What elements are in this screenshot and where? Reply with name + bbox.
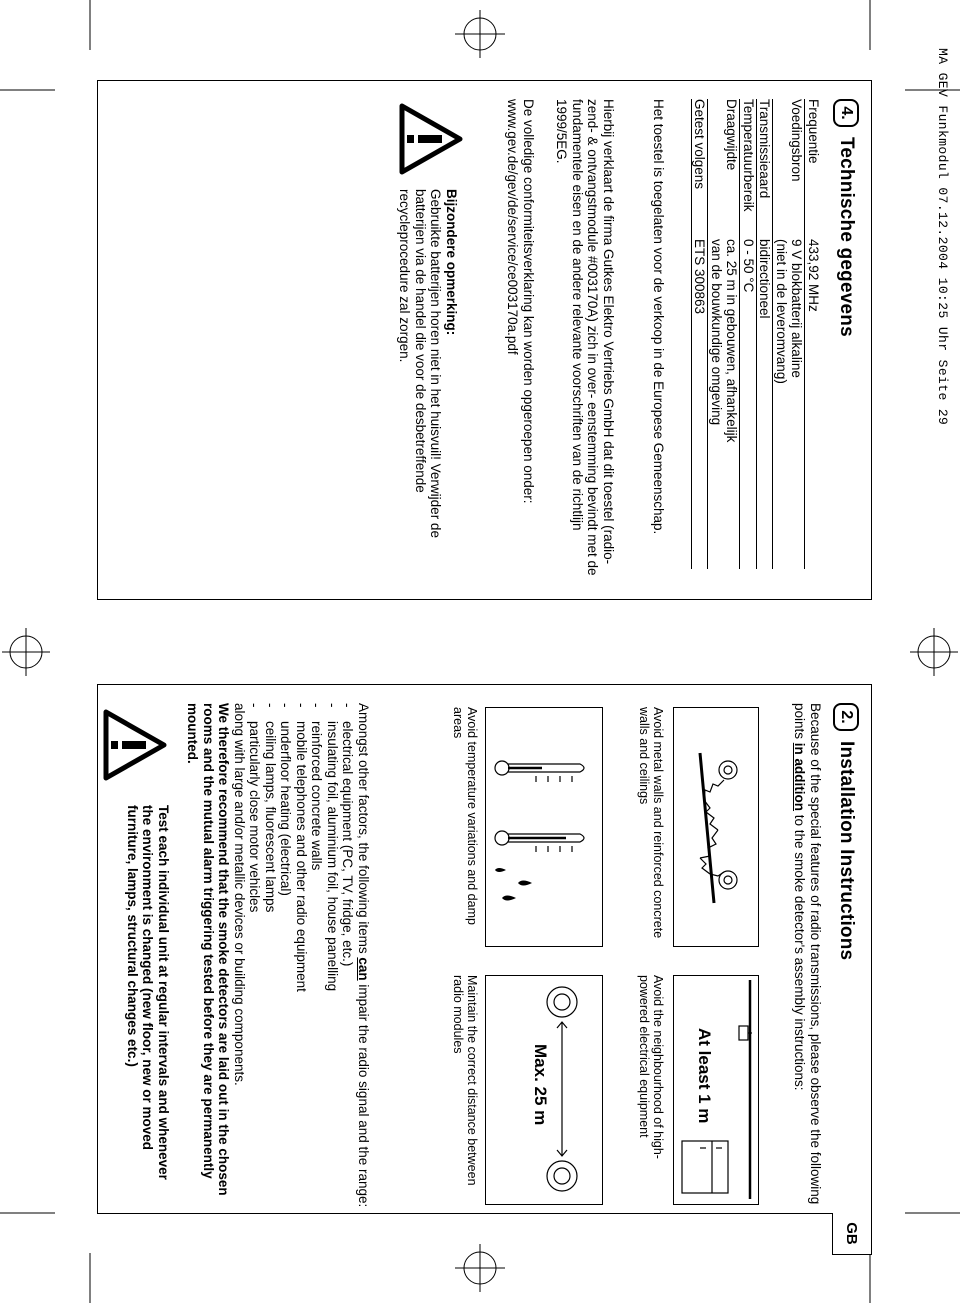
spec-value-line: bidirectioneel <box>757 239 773 319</box>
spec-label: Draagwijdte <box>724 99 740 171</box>
spec-value <box>806 239 822 569</box>
figure-metal-walls <box>673 707 759 947</box>
section-technical-data <box>97 80 872 600</box>
factors-intro-part: impair the radio signal and the range: <box>356 980 371 1208</box>
factors-block <box>185 703 371 1208</box>
caption-metal: Avoid metal walls and reinforced concrete walls and ceilings <box>637 707 665 939</box>
list-item <box>294 703 310 1208</box>
list-bullet: - <box>247 703 263 708</box>
high-power-equipment-icon <box>675 976 758 1203</box>
remark-text: Gebruikte batterijen horen niet in het huisvuil! Verwijder de batterijen via de handel die voor de desbetreffende recycleprocedure zal zorgen. <box>397 189 444 538</box>
intro-part: Because of the special features of radio transmissions, please observe the following points <box>792 703 823 1205</box>
section-number: 2. <box>833 703 859 731</box>
test-note: Test each individual unit at regular intervals and whenever the environment is changed (new floor, new or moved furniture, lamps, structural changes etc.) <box>125 805 171 1180</box>
label-max: Max. 25 m <box>531 1044 550 1126</box>
factors-intro <box>356 703 372 1208</box>
recommendation-text: We therefore recommend that the smoke detectors are laid out in the chosen rooms and the mutual alarm triggering tested before they are permanently mounted. <box>185 703 232 1196</box>
list-bullet: - <box>294 703 309 708</box>
label-at-least: At least 1 m <box>695 1028 714 1124</box>
factor-text: electrical equipment (PC, TV, fridge, etc.) <box>340 721 356 967</box>
spec-label: Transmissieaard <box>757 99 773 199</box>
intro-part: to the smoke detector's assembly instructions: <box>792 811 808 1091</box>
metal-wall-diagram-icon <box>675 708 758 945</box>
list-bullet: - <box>278 703 294 708</box>
water-drop-icon <box>495 868 532 901</box>
section-title: Technische gegevens <box>836 137 857 337</box>
spec-value <box>692 239 708 569</box>
spec-value-line: van de bouwkundige omgeving <box>709 239 724 426</box>
spec-value-line: 0 - 50 °C <box>741 239 756 293</box>
list-item <box>309 703 325 1208</box>
factor-text: insulating foil, aluminium foil, house panelling <box>325 721 340 992</box>
spec-row <box>756 99 773 569</box>
spec-row <box>805 99 822 569</box>
list-bullet: - <box>340 703 356 708</box>
declaration-text: Hierbij verklaart de firma Gutkes Elektro Vertriebs GmbH dat dit toestel (radio-zend- & ontvangstmodule #003170A) zich in over- eenstemming bevindt met de fundamentele eisen en de andere relevante voorschriften van de richtlijn 1999/5EG. <box>554 99 616 576</box>
factor-text: particularly close motor vehicles <box>247 721 263 913</box>
intro-text <box>792 703 823 1208</box>
section-heading <box>833 99 859 337</box>
list-bullet: - <box>309 703 325 708</box>
intro-emphasis: in addition <box>792 742 808 812</box>
list-item <box>325 703 341 1208</box>
factor-text: ceiling lamps, fluorescent lamps <box>263 721 278 913</box>
list-bullet: - <box>325 703 340 708</box>
factor-text: underfloor heating (electrical) <box>278 721 294 896</box>
spec-row <box>773 99 805 569</box>
factors-intro-emphasis: can <box>356 957 371 981</box>
spec-value-line: 9 V blokbatterij alkaline <box>789 239 805 378</box>
spec-value <box>774 239 805 569</box>
section-number: 4. <box>833 99 859 127</box>
factor-text: reinforced concrete walls <box>309 721 325 871</box>
caption-temperature: Avoid temperature variations and damp areas <box>451 707 479 925</box>
figure-temperature <box>485 707 603 947</box>
along-with-text: along with large and/or metallic devices or building components. <box>232 703 247 1086</box>
spec-row <box>708 99 740 569</box>
thermometer-icon <box>487 708 602 945</box>
list-item <box>340 703 356 1208</box>
spec-value <box>709 239 740 569</box>
spec-row <box>740 99 757 569</box>
caption-distance: Maintain the correct distance between radio modules <box>451 975 479 1186</box>
warning-icon <box>103 709 167 781</box>
figure-distance <box>485 975 603 1205</box>
caption-neighbourhood: Avoid the neighbourhood of high-powered electrical equipment <box>637 975 665 1159</box>
figure-high-power-equipment <box>673 975 759 1205</box>
spec-label: Getest volgens <box>692 99 708 190</box>
list-item <box>263 703 279 1208</box>
warning-icon <box>399 103 463 175</box>
list-item <box>247 703 263 1208</box>
language-badge: GB <box>832 1213 872 1255</box>
spec-value <box>741 239 757 569</box>
specs-table <box>691 99 821 569</box>
approval-text: Het toestel is toegelaten voor de verkoop in de Europese Gemeenschap. <box>651 99 666 535</box>
conformity-text: De volledige conformiteitsverklaring kan worden opgeroepen onder: www.gev.de/gev/de/service/ce003170a.pdf <box>505 99 536 504</box>
spec-value <box>757 239 773 569</box>
spec-value-line: 433,92 MHz <box>806 239 821 312</box>
factors-intro-part: Amongst other factors, the following items <box>356 703 371 958</box>
list-bullet: - <box>263 703 278 708</box>
print-slug-header: MA GEV Funkmodul 07.12.2004 10:25 Uhr Seite 29 <box>935 48 950 426</box>
spec-value-line: ETS 300863 <box>692 239 708 315</box>
special-remark <box>397 189 459 569</box>
section-heading <box>833 703 859 960</box>
factor-text: mobile telephones and other radio equipment <box>294 721 309 992</box>
spec-row <box>691 99 708 569</box>
spec-label: Frequentie <box>806 99 821 164</box>
remark-title: Bijzondere opmerking: <box>444 189 459 336</box>
list-item <box>278 703 294 1208</box>
section-installation-instructions <box>97 684 872 1214</box>
section-title: Installation Instructions <box>836 741 857 961</box>
spec-label: Temperatuurbereik <box>741 99 756 212</box>
spec-label: Voedingsbron <box>789 99 805 182</box>
spec-value-line: ca. 25 m in gebouwen, afhankelijk <box>724 239 740 443</box>
spec-value-line: (niet in de leveromvang) <box>774 239 789 384</box>
